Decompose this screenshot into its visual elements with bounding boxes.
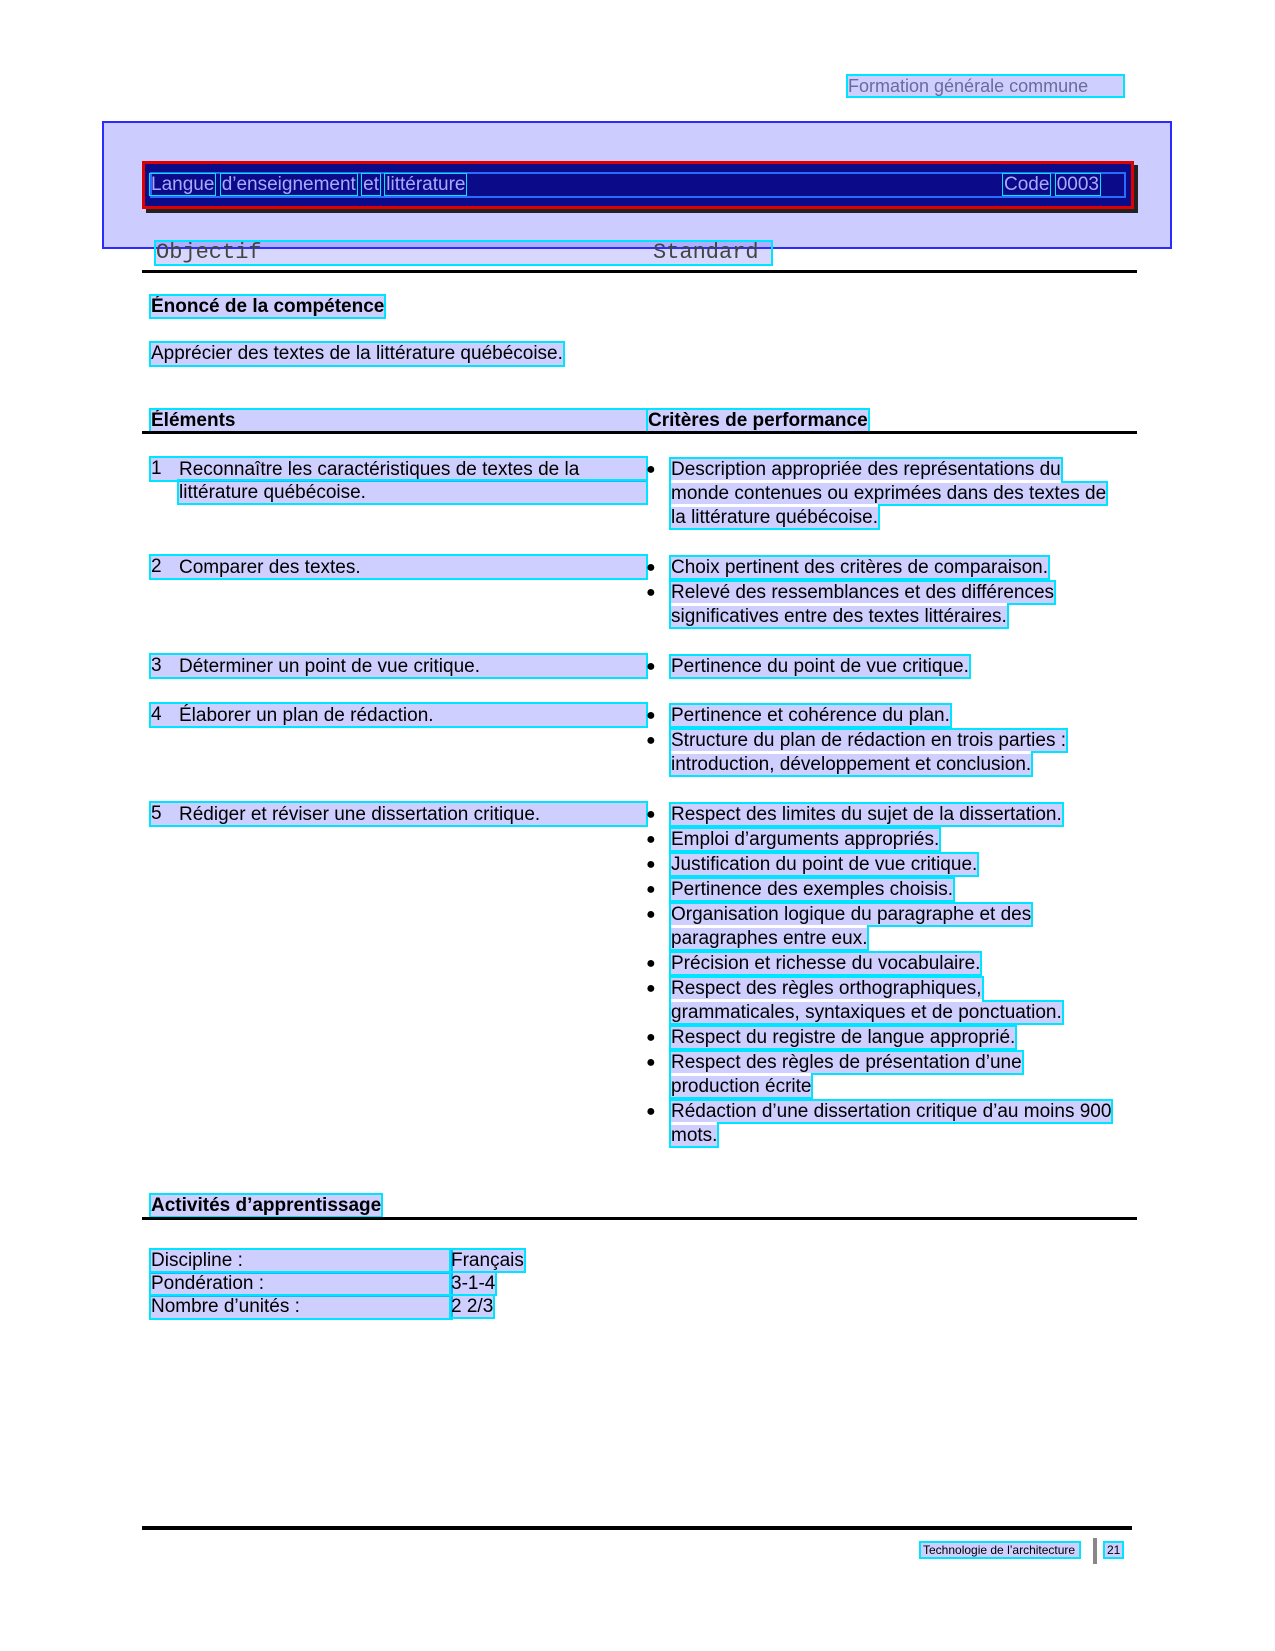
criterion-text: Pertinence des exemples choisis. [671, 879, 953, 900]
criterion-item [644, 1026, 1114, 1050]
competence-text: Apprécier des textes de la littérature québécoise. [151, 343, 563, 364]
element-number: 3 [151, 655, 162, 676]
criteria-list [644, 655, 1114, 680]
element-number: 4 [151, 704, 162, 725]
criterion-text: Rédaction d’une dissertation critique d’au moins 900 mots. [671, 1101, 1112, 1146]
criteria-list [644, 704, 1114, 778]
activity-label: Nombre d’unités : [151, 1296, 451, 1318]
criterion-item [644, 952, 1114, 976]
criterion-item [644, 655, 1114, 679]
criterion-text: Respect des limites du sujet de la dissertation. [671, 804, 1062, 825]
course-code [1003, 174, 1100, 196]
column-headings [156, 242, 771, 264]
course-title-word: et [363, 174, 379, 195]
criteria-heading: Critères de performance [648, 410, 868, 431]
criteria-list [644, 458, 1114, 531]
bullet-icon: ● [646, 707, 656, 724]
code-label: Code [1004, 174, 1050, 195]
bullet-icon: ● [646, 955, 656, 972]
activity-value: 3-1-4 [451, 1273, 496, 1294]
criteria-list [644, 556, 1114, 630]
criterion-item [644, 1100, 1114, 1148]
page-number: 21 [1107, 1543, 1121, 1557]
criterion-item [644, 853, 1114, 877]
criterion-text: Justification du point de vue critique. [671, 854, 978, 875]
criterion-text: Respect des règles orthographiques, grammaticales, syntaxiques et de ponctuation. [671, 978, 1062, 1023]
divider [142, 431, 1137, 434]
criterion-text: Structure du plan de rédaction en trois parties : introduction, développement et conclusion. [671, 730, 1067, 775]
activity-value: Français [451, 1250, 524, 1271]
criterion-item [644, 556, 1114, 580]
criterion-text: Pertinence et cohérence du plan. [671, 705, 950, 726]
activities-heading: Activités d’apprentissage [151, 1195, 382, 1216]
element-text: Reconnaître les caractéristiques de textes de la littérature québécoise. [179, 459, 580, 503]
course-title-word: littérature [386, 174, 466, 195]
elements-heading: Éléments [151, 410, 646, 431]
criteria-list [644, 803, 1114, 1149]
bullet-icon: ● [646, 1054, 656, 1071]
element-text: Élaborer un plan de rédaction. [179, 705, 434, 726]
bullet-icon: ● [646, 1029, 656, 1046]
criterion-item [644, 878, 1114, 902]
criterion-text: Respect du registre de langue approprié. [671, 1027, 1016, 1048]
criterion-text: Relevé des ressemblances et des différences significatives entre des textes littéraires. [671, 582, 1055, 627]
element-text: Comparer des textes. [179, 557, 361, 578]
course-title-word: Langue [151, 174, 215, 195]
criterion-text: Description appropriée des représentations du monde contenues ou exprimées dans des textes de la littérature québécoise. [671, 459, 1107, 528]
element-number: 2 [151, 556, 162, 577]
course-title [150, 174, 466, 196]
criterion-item [644, 828, 1114, 852]
criterion-text: Pertinence du point de vue critique. [671, 656, 969, 677]
criterion-text: Emploi d’arguments appropriés. [671, 829, 940, 850]
code-value: 0003 [1056, 174, 1099, 195]
activity-value: 2 2/3 [451, 1296, 494, 1317]
criterion-item [644, 1051, 1114, 1099]
element-number: 1 [151, 458, 162, 479]
activity-row [151, 1273, 495, 1295]
criterion-text: Choix pertinent des critères de comparaison. [671, 557, 1049, 578]
criterion-item [644, 581, 1114, 629]
criterion-item [644, 458, 1114, 530]
divider [142, 1217, 1137, 1220]
objective-heading: Objectif [156, 240, 262, 265]
activity-label: Pondération : [151, 1273, 451, 1295]
activity-label: Discipline : [151, 1250, 451, 1272]
bullet-icon: ● [646, 856, 656, 873]
bullet-icon: ● [646, 806, 656, 823]
bullet-icon: ● [646, 658, 656, 675]
standard-heading: Standard [653, 240, 759, 265]
bullet-icon: ● [646, 1103, 656, 1120]
criterion-item [644, 903, 1114, 951]
bullet-icon: ● [646, 559, 656, 576]
criterion-item [644, 803, 1114, 827]
competence-heading: Énoncé de la compétence [151, 296, 385, 317]
element-text: Déterminer un point de vue critique. [179, 656, 480, 677]
criterion-text: Respect des règles de présentation d’une production écrite [671, 1052, 1022, 1097]
footer-separator [1093, 1538, 1097, 1564]
footer-rule [142, 1526, 1132, 1530]
bullet-icon: ● [646, 732, 656, 749]
criterion-item [644, 729, 1114, 777]
bullet-icon: ● [646, 461, 656, 478]
bullet-icon: ● [646, 980, 656, 997]
program-header: Formation générale commune [848, 76, 1123, 96]
bullet-icon: ● [646, 584, 656, 601]
activity-row [151, 1296, 493, 1318]
criterion-item [644, 704, 1114, 728]
bullet-icon: ● [646, 906, 656, 923]
bullet-icon: ● [646, 881, 656, 898]
bullet-icon: ● [646, 831, 656, 848]
criterion-item [644, 977, 1114, 1025]
element-text: Rédiger et réviser une dissertation critique. [179, 804, 541, 825]
criterion-text: Organisation logique du paragraphe et des paragraphes entre eux. [671, 904, 1032, 949]
element-number: 5 [151, 803, 162, 824]
footer-program-name: Technologie de l’architecture [921, 1543, 1079, 1557]
course-title-word: d’enseignement [221, 174, 356, 195]
criterion-text: Précision et richesse du vocabulaire. [671, 953, 981, 974]
divider [142, 270, 1137, 273]
activity-row [151, 1250, 524, 1272]
